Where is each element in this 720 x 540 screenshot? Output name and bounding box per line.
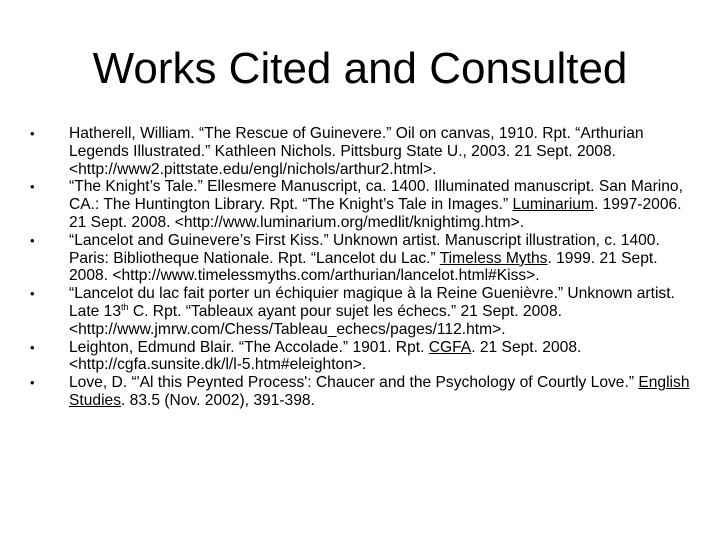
bullet-icon: •	[30, 232, 35, 248]
citation-item	[30, 178, 698, 231]
citation-text: “Lancelot du lac fait porter un échiquier magique à la Reine Guenièvre.” Unknown artist. Late 13	[69, 285, 675, 320]
source-title: Timeless Myths	[439, 249, 548, 267]
citation-list	[30, 125, 698, 410]
bullet-icon: •	[30, 179, 35, 195]
citation-text: . 21 Sept. 2008. <http://cgfa.sunsite.dk/l/l-5.htm#eleighton>.	[69, 338, 582, 374]
citation-text: C. Rpt. “Tableaux ayant pour sujet les échecs.” 21 Sept. 2008. <http://www.jmrw.com/Chess/Tableau_echecs/pages/112.htm>.	[69, 302, 562, 338]
source-title: English Studies	[69, 374, 690, 409]
citation-text: Hatherell, William. “The Rescue of Guinevere.” Oil on canvas, 1910. Rpt. “Arthurian Legends Illustrated.” Kathleen Nichols. Pittsburg State U., 2003. 21 Sept. 2008. <http://www2.pittstate.edu/engl/nichols/arthur2.html>.	[69, 125, 644, 178]
bullet-icon: •	[30, 126, 35, 141]
citation-text: Love, D. “'Al this Peynted Process': Chaucer and the Psychology of Courtly Love.”	[69, 374, 639, 392]
source-title: Luminarium	[512, 196, 594, 214]
citation-item	[30, 285, 698, 338]
bullet-icon: •	[30, 375, 35, 391]
citation-text: “Lancelot and Guinevere’s First Kiss.” Unknown artist. Manuscript illustration, c. 1400. Paris: Bibliotheque Nationale. Rpt. “Lancelot du Lac.”	[69, 231, 660, 267]
source-title: CGFA	[428, 338, 472, 356]
superscript: th	[121, 301, 129, 312]
citation-item	[30, 125, 698, 178]
citation-text: . 1999. 21 Sept. 2008. <http://www.timelessmyths.com/arthurian/lancelot.html#Kiss>.	[69, 249, 658, 285]
citation-text: Leighton, Edmund Blair. “The Accolade.” 1901. Rpt.	[69, 338, 429, 356]
citation-text: . 83.5 (Nov. 2002), 391-398.	[121, 391, 315, 409]
citation-item	[30, 374, 698, 410]
citation-item	[30, 339, 698, 375]
citation-text: “The Knight’s Tale.” Ellesmere Manuscript, ca. 1400. Illuminated manuscript. San Marino, CA.: The Huntington Library. Rpt. “The Knight’s Tale in Images.”	[69, 178, 683, 214]
citation-item	[30, 232, 698, 285]
bullet-icon: •	[30, 286, 35, 302]
slide-title: Works Cited and Consulted	[92, 44, 628, 93]
bullet-icon: •	[30, 339, 35, 355]
citation-text: . 1997-2006. 21 Sept. 2008. <http://www.luminarium.org/medlit/knightimg.htm>.	[69, 196, 682, 231]
